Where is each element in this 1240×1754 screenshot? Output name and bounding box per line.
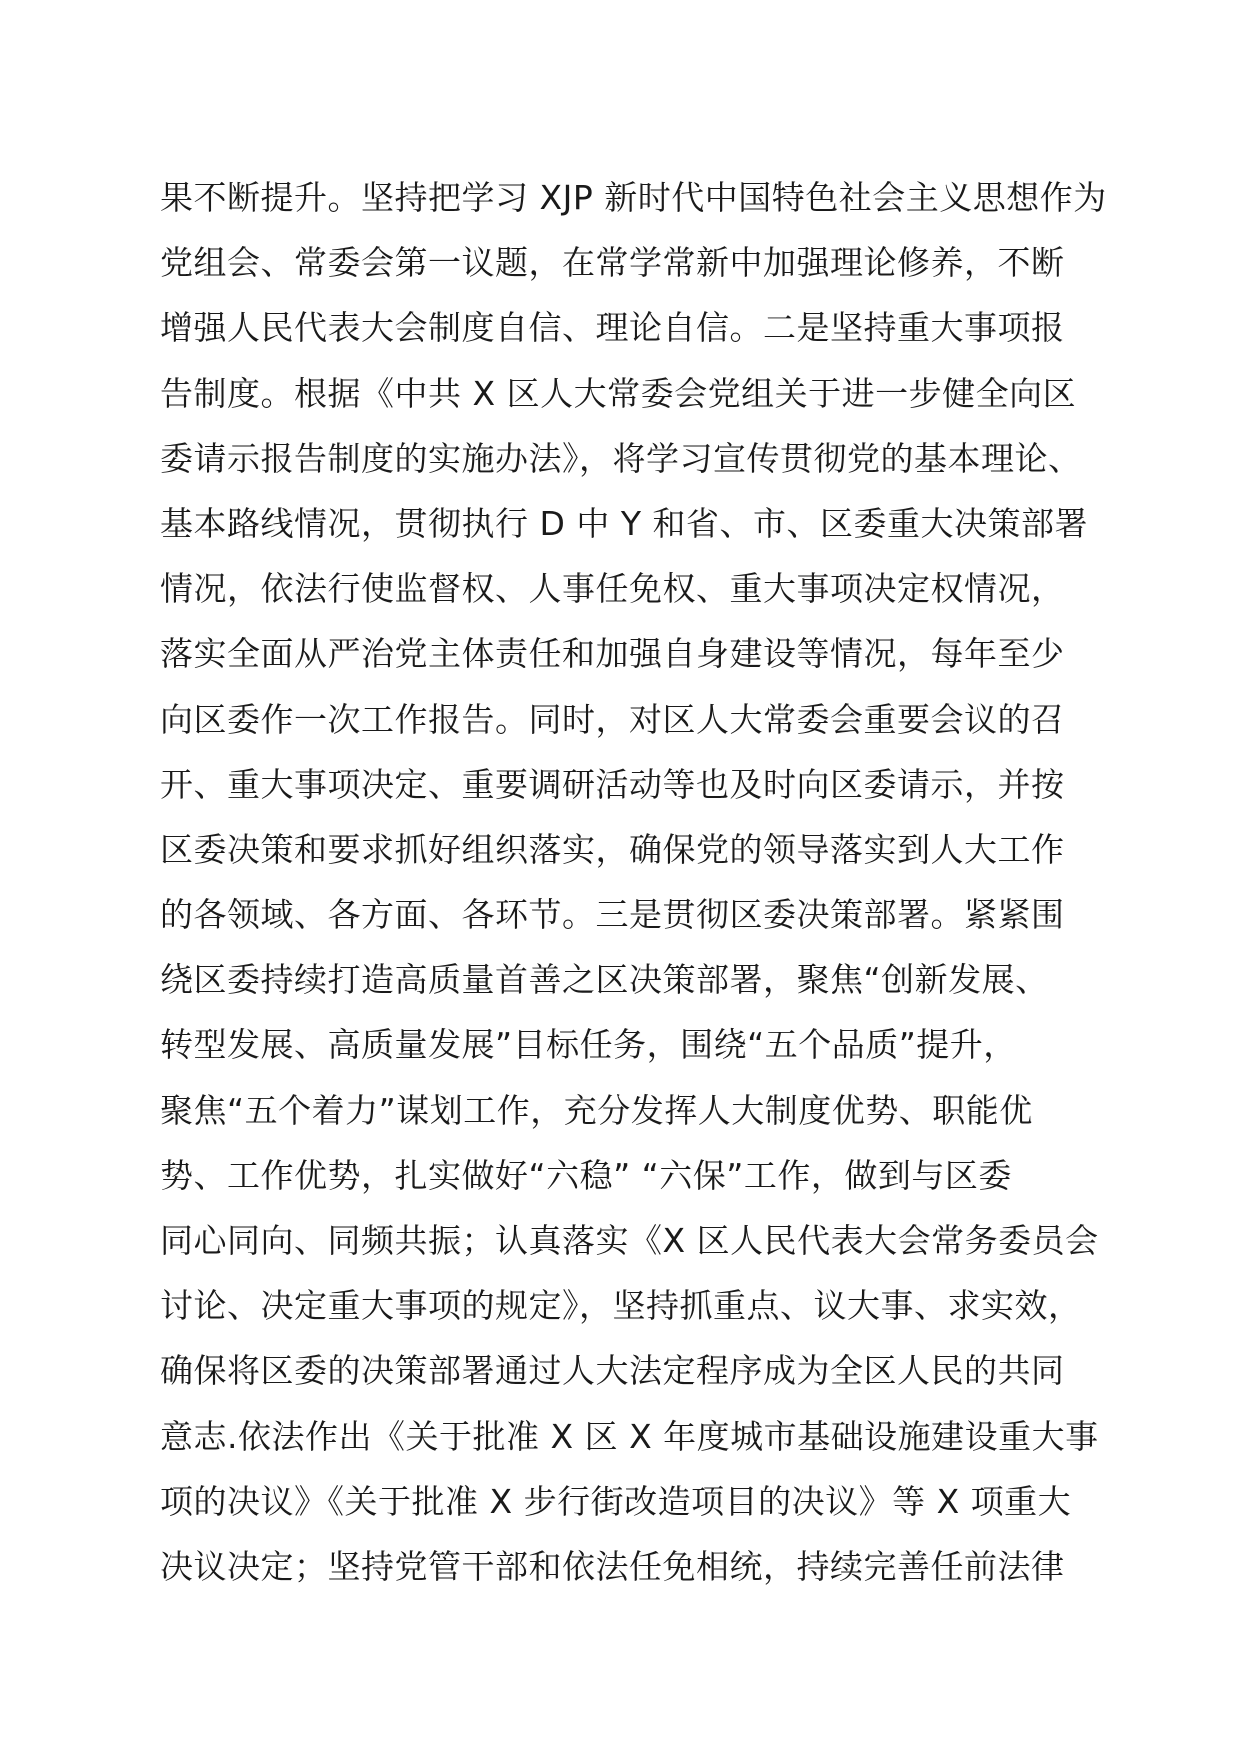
body-paragraph (160, 165, 1120, 1599)
text-line: 情况，依法行使监督权、人事任免权、重大事项决定权情况， (160, 569, 1065, 609)
text-line: 向区委作一次工作报告。同时，对区人大常委会重要会议的召 (160, 699, 1065, 739)
text-line: 绕区委持续打造高质量首善之区决策部署，聚焦“创新发展、 (160, 960, 1049, 1000)
text-line: 开、重大事项决定、重要调研活动等也及时向区委请示，并按 (160, 764, 1065, 804)
text-line: 决议决定；坚持党管干部和依法任免相统，持续完善任前法律 (160, 1546, 1065, 1586)
text-line: 聚焦“五个着力”谋划工作，充分发挥人大制度优势、职能优 (160, 1090, 1033, 1130)
text-line: 告制度。根据《中共 X 区人大常委会党组关于进一步健全向区 (160, 373, 1077, 413)
text-line: 党组会、常委会第一议题，在常学常新中加强理论修养，不断 (160, 243, 1065, 283)
text-line: 势、工作优势，扎实做好“六稳” “六保”工作，做到与区委 (160, 1155, 1012, 1195)
text-line: 区委决策和要求抓好组织落实，确保党的领导落实到人大工作 (160, 829, 1065, 869)
text-line: 项的决议》《关于批准 X 步行街改造项目的决议》等 X 项重大 (160, 1481, 1072, 1521)
text-line: 的各领域、各方面、各环节。三是贯彻区委决策部署。紧紧围 (160, 895, 1065, 935)
text-line: 果不断提升。坚持把学习 XJP 新时代中国特色社会主义思想作为 (160, 178, 1107, 217)
text-line: 同心同向、同频共振；认真落实《X 区人民代表大会常务委员会 (160, 1221, 1099, 1260)
text-line: 意志.依法作出《关于批准 X 区 X 年度城市基础设施建设重大事 (160, 1416, 1099, 1456)
text-line: 委请示报告制度的实施办法》，将学习宣传贯彻党的基本理论、 (160, 438, 1082, 478)
text-line: 增强人民代表大会制度自信、理论自信。二是坚持重大事项报 (160, 308, 1065, 348)
text-line: 基本路线情况，贯彻执行 D 中 Y 和省、市、区委重大决策部署 (160, 503, 1089, 543)
text-line: 转型发展、高质量发展”目标任务，围绕“五个品质”提升， (160, 1025, 1017, 1065)
text-line: 讨论、决定重大事项的规定》，坚持抓重点、议大事、求实效， (160, 1286, 1082, 1326)
text-line: 落实全面从严治党主体责任和加强自身建设等情况，每年至少 (160, 634, 1065, 674)
text-line: 确保将区委的决策部署通过人大法定程序成为全区人民的共同 (160, 1351, 1065, 1391)
